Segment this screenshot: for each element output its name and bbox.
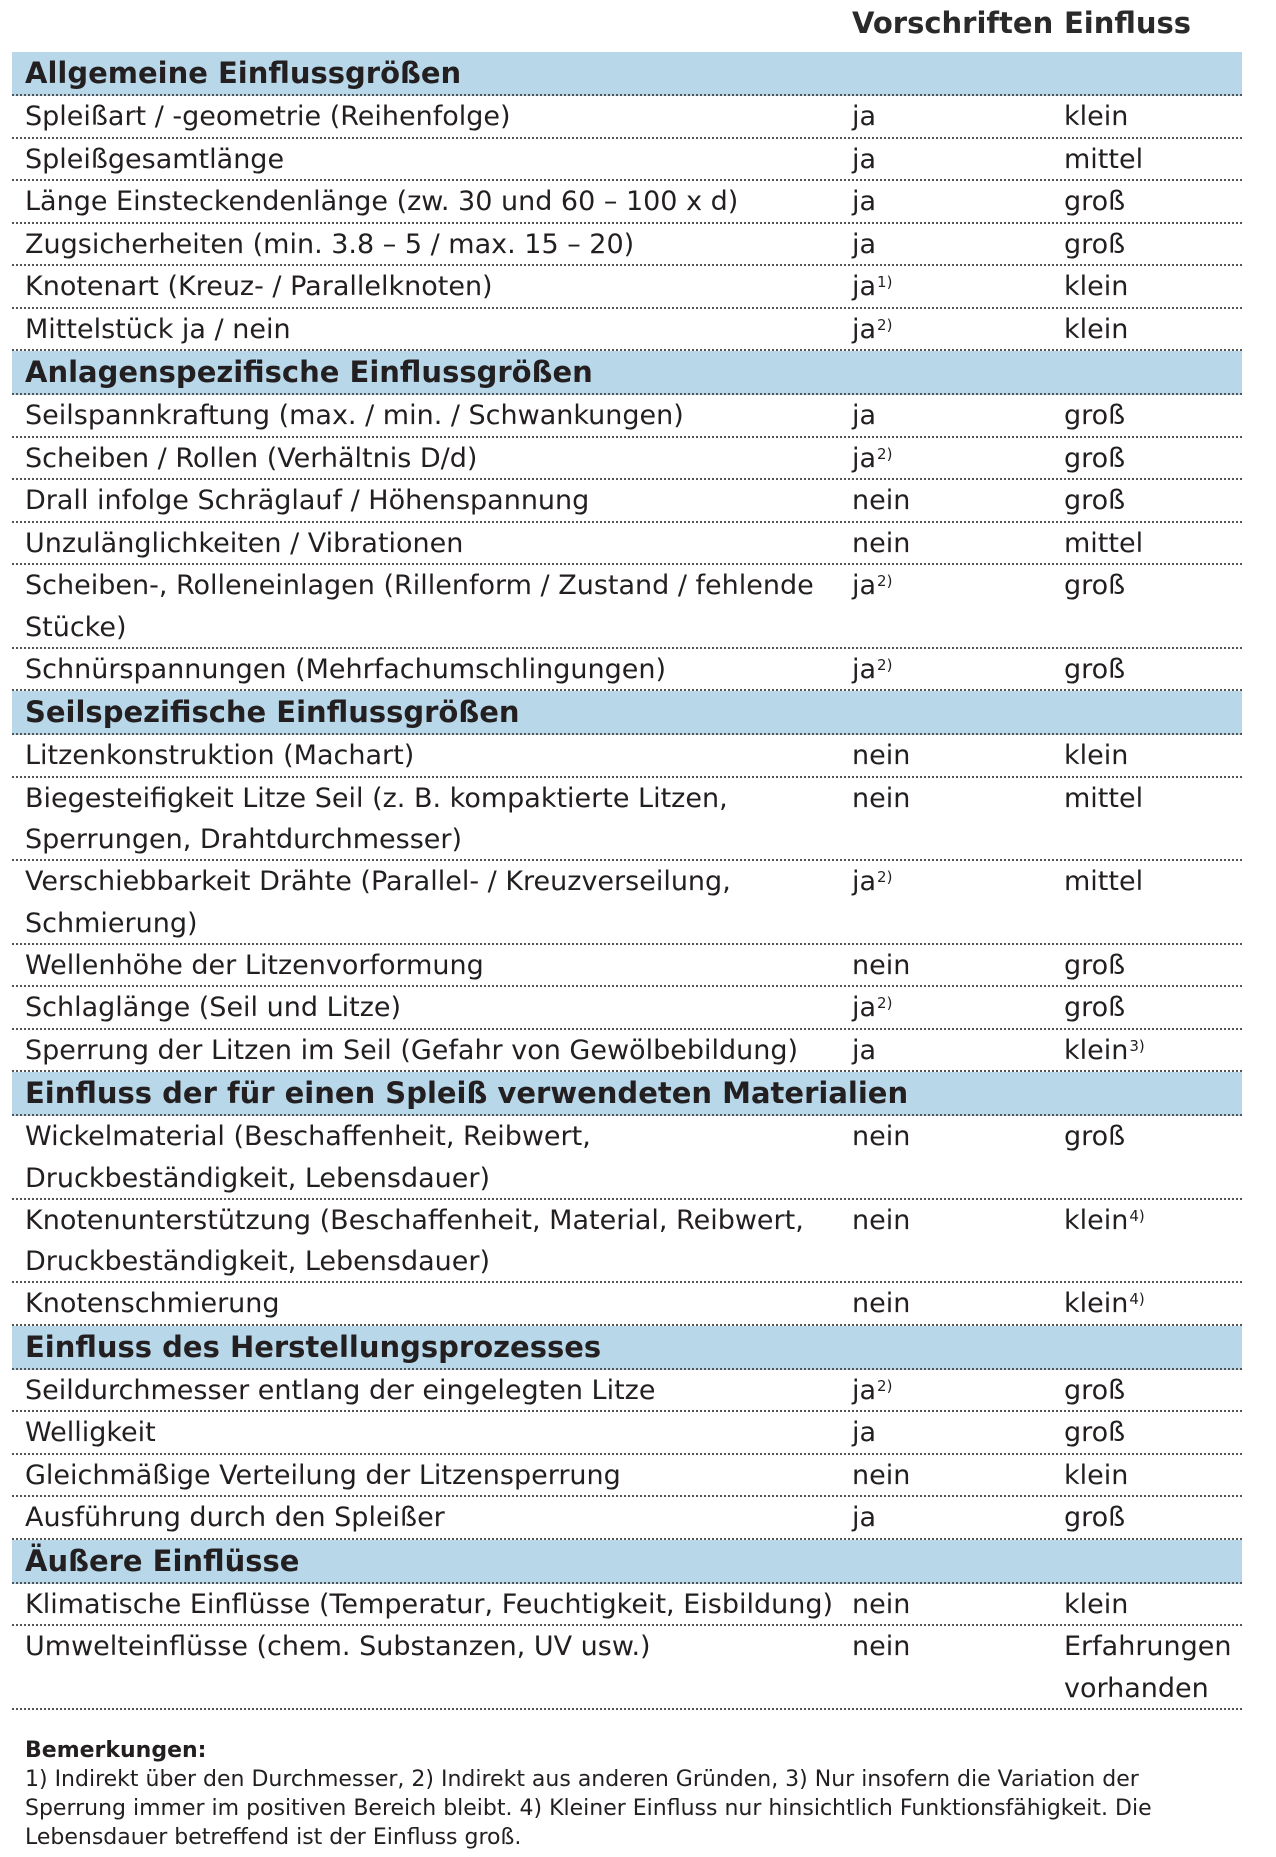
section-header: Anlagenspezifische Einflussgrößen xyxy=(12,351,1242,395)
table-row xyxy=(12,181,1242,224)
column-header-einfluss: Einfluss xyxy=(1064,6,1192,40)
influence-table xyxy=(12,0,1242,1852)
einfluss-value: groß xyxy=(1064,485,1126,516)
einfluss-cell xyxy=(1064,309,1128,351)
vorschrift-cell xyxy=(852,224,876,266)
einfluss-cell xyxy=(1064,649,1125,691)
vorschrift-cell xyxy=(852,1283,910,1325)
vorschrift-value: nein xyxy=(852,782,911,814)
footnote-marker: 2) xyxy=(877,655,893,674)
einfluss-value: klein xyxy=(1064,1034,1129,1066)
table-row xyxy=(12,309,1242,352)
einfluss-cell xyxy=(1064,1412,1125,1454)
vorschrift-cell xyxy=(852,139,876,181)
row-label: Klimatische Einflüsse (Temperatur, Feuchtigkeit, Eisbildung) xyxy=(25,1588,833,1620)
vorschrift-value: ja xyxy=(852,228,877,260)
row-label: Verschiebbarkeit Drähte (Parallel- / Kreuzverseilung, Schmierung) xyxy=(25,866,731,939)
row-label: Welligkeit xyxy=(25,1417,156,1448)
row-label: Gleichmäßige Verteilung der Litzensperrung xyxy=(25,1459,621,1491)
einfluss-value: groß xyxy=(1064,186,1126,217)
vorschrift-value: ja xyxy=(852,400,877,431)
vorschrift-cell xyxy=(852,1455,910,1497)
section-header: Äußere Einflüsse xyxy=(12,1540,1242,1584)
table-row xyxy=(12,139,1242,182)
vorschrift-value: nein xyxy=(852,740,911,771)
vorschrift-cell xyxy=(852,309,892,351)
einfluss-cell xyxy=(1064,1626,1232,1709)
vorschrift-value: nein xyxy=(852,527,911,559)
row-label: Seildurchmesser entlang der eingelegten Litze xyxy=(25,1374,656,1406)
vorschrift-value: ja xyxy=(852,101,877,132)
row-label: Seilspannkraftung (max. / min. / Schwankungen) xyxy=(25,400,684,431)
vorschrift-value: ja xyxy=(852,186,877,217)
section-header: Seilspezifische Einflussgrößen xyxy=(12,691,1242,735)
table-row xyxy=(12,266,1242,309)
table-row xyxy=(12,1116,1242,1200)
table-row xyxy=(12,1626,1242,1710)
row-label: Umwelteinflüsse (chem. Substanzen, UV usw.) xyxy=(25,1631,651,1662)
einfluss-cell xyxy=(1064,1455,1128,1497)
einfluss-value: klein xyxy=(1064,101,1129,132)
vorschrift-cell xyxy=(852,1626,910,1668)
vorschrift-cell xyxy=(852,266,892,308)
footnote-marker: 2) xyxy=(877,868,893,886)
vorschrift-value: ja xyxy=(852,442,877,474)
vorschrift-value: ja xyxy=(852,1374,877,1406)
section-header: Allgemeine Einflussgrößen xyxy=(12,52,1242,96)
table-row xyxy=(12,1497,1242,1540)
vorschrift-cell xyxy=(852,438,892,480)
footnote-marker: 4) xyxy=(1129,1206,1145,1225)
vorschrift-value: ja xyxy=(852,271,877,302)
vorschrift-cell xyxy=(852,181,876,223)
einfluss-cell xyxy=(1064,1030,1145,1072)
vorschrift-cell xyxy=(852,778,910,820)
vorschrift-value: nein xyxy=(852,1588,911,1620)
vorschrift-value: ja xyxy=(852,653,877,685)
einfluss-value: klein xyxy=(1064,1288,1129,1319)
einfluss-cell xyxy=(1064,1200,1145,1242)
einfluss-cell xyxy=(1064,945,1125,987)
row-label: Unzulänglichkeiten / Vibrationen xyxy=(25,527,464,559)
einfluss-value: groß xyxy=(1064,228,1126,260)
einfluss-cell xyxy=(1064,96,1128,138)
vorschrift-value: nein xyxy=(852,1288,911,1319)
row-label: Knotenart (Kreuz- / Parallelknoten) xyxy=(25,271,493,302)
einfluss-value: groß xyxy=(1064,1121,1126,1152)
row-label: Scheiben / Rollen (Verhältnis D/d) xyxy=(25,442,478,474)
vorschrift-cell xyxy=(852,649,892,691)
vorschrift-value: ja xyxy=(852,1502,877,1533)
row-label: Zugsicherheiten (min. 3.8 – 5 / max. 15 – 20) xyxy=(25,228,635,260)
vorschrift-value: nein xyxy=(852,1631,911,1662)
table-row xyxy=(12,987,1242,1030)
einfluss-cell xyxy=(1064,181,1125,223)
einfluss-value: mittel xyxy=(1064,866,1144,897)
row-label: Scheiben-, Rolleneinlagen (Rillenform / Zustand / fehlende Stücke) xyxy=(25,570,814,643)
table-body xyxy=(12,52,1242,1710)
einfluss-value: groß xyxy=(1064,992,1126,1023)
vorschrift-value: ja xyxy=(852,313,877,345)
table-row xyxy=(12,1584,1242,1627)
table-row xyxy=(12,523,1242,566)
vorschrift-value: nein xyxy=(852,1459,911,1491)
table-row xyxy=(12,945,1242,988)
vorschrift-value: ja xyxy=(852,866,877,897)
einfluss-value: mittel xyxy=(1064,143,1144,175)
vorschrift-cell xyxy=(852,1370,892,1412)
footnote-marker: 2) xyxy=(877,572,893,590)
einfluss-cell xyxy=(1064,480,1125,522)
row-label: Schlaglänge (Seil und Litze) xyxy=(25,992,402,1023)
vorschrift-value: ja xyxy=(852,570,877,601)
row-label: Sperrung der Litzen im Seil (Gefahr von Gewölbebildung) xyxy=(25,1034,798,1066)
row-label: Wickelmaterial (Beschaffenheit, Reibwert, Druckbeständigkeit, Lebensdauer) xyxy=(25,1121,591,1194)
table-row xyxy=(12,1030,1242,1073)
vorschrift-cell xyxy=(852,1412,876,1454)
remarks-title: Bemerkungen: xyxy=(25,1737,207,1763)
footnote-marker: 2) xyxy=(877,994,893,1012)
table-row xyxy=(12,1455,1242,1498)
vorschrift-cell xyxy=(852,945,910,987)
einfluss-cell xyxy=(1064,266,1128,308)
einfluss-cell xyxy=(1064,523,1143,565)
table-row xyxy=(12,480,1242,523)
row-label: Schnürspannungen (Mehrfachumschlingungen) xyxy=(25,653,667,685)
einfluss-cell xyxy=(1064,778,1143,820)
vorschrift-cell xyxy=(852,1584,910,1626)
einfluss-value: Erfahrungen vorhanden xyxy=(1064,1631,1232,1704)
table-row xyxy=(12,1283,1242,1326)
einfluss-value: mittel xyxy=(1064,527,1144,559)
einfluss-value: groß xyxy=(1064,400,1126,431)
row-label: Wellenhöhe der Litzenvorformung xyxy=(25,949,484,981)
einfluss-cell xyxy=(1064,1370,1125,1412)
row-label: Drall infolge Schräglauf / Höhenspannung xyxy=(25,485,590,516)
vorschrift-cell xyxy=(852,1116,910,1158)
einfluss-value: groß xyxy=(1064,1374,1126,1406)
einfluss-value: klein xyxy=(1064,1459,1129,1491)
einfluss-cell xyxy=(1064,139,1143,181)
table-row xyxy=(12,224,1242,267)
einfluss-value: groß xyxy=(1064,653,1126,685)
vorschrift-cell xyxy=(852,523,910,565)
row-label: Spleißgesamtlänge xyxy=(25,143,285,175)
vorschrift-value: ja xyxy=(852,1417,877,1448)
einfluss-value: klein xyxy=(1064,740,1129,771)
table-row xyxy=(12,395,1242,438)
row-label: Spleißart / -geometrie (Reihenfolge) xyxy=(25,101,511,132)
vorschrift-cell xyxy=(852,96,876,138)
einfluss-cell xyxy=(1064,861,1143,903)
footnote-marker: 2) xyxy=(877,444,893,463)
vorschrift-cell xyxy=(852,987,892,1029)
vorschrift-value: nein xyxy=(852,1121,911,1152)
table-row xyxy=(12,861,1242,945)
table-row xyxy=(12,1370,1242,1413)
table-row xyxy=(12,649,1242,692)
row-label: Knotenunterstützung (Beschaffenheit, Material, Reibwert, Druckbeständigkeit, Lebensdauer) xyxy=(25,1204,804,1277)
footnote-marker: 4) xyxy=(1129,1290,1145,1308)
vorschrift-value: ja xyxy=(852,143,877,175)
einfluss-value: klein xyxy=(1064,313,1129,345)
vorschrift-cell xyxy=(852,1200,910,1242)
einfluss-cell xyxy=(1064,1584,1128,1626)
vorschrift-cell xyxy=(852,1497,876,1539)
vorschrift-value: ja xyxy=(852,1034,877,1066)
row-label: Biegesteifigkeit Litze Seil (z. B. kompaktierte Litzen, Sperrungen, Drahtdurchmesser) xyxy=(25,782,728,855)
einfluss-value: klein xyxy=(1064,1588,1129,1620)
section-header: Einfluss des Herstellungsprozesses xyxy=(12,1326,1242,1370)
footnote-marker: 1) xyxy=(877,273,893,291)
column-header-row xyxy=(12,0,1242,52)
row-label: Länge Einsteckendenlänge (zw. 30 und 60 – 100 x d) xyxy=(25,186,739,217)
table-row xyxy=(12,1200,1242,1284)
einfluss-cell xyxy=(1064,1116,1125,1158)
remarks-text: 1) Indirekt über den Durchmesser, 2) Indirekt aus anderen Gründen, 3) Nur insofern die Variation der Sperrung immer im positiven Bereich bleibt. 4) Kleiner Einfluss nur hinsichtlich Funktionsfähigkeit. Die Lebensdauer betreffend ist der Einfluss groß. xyxy=(25,1766,1152,1850)
einfluss-value: groß xyxy=(1064,442,1126,474)
vorschrift-cell xyxy=(852,565,892,607)
einfluss-value: mittel xyxy=(1064,782,1144,814)
einfluss-cell xyxy=(1064,565,1125,607)
einfluss-value: klein xyxy=(1064,271,1129,302)
einfluss-cell xyxy=(1064,1497,1125,1539)
remarks xyxy=(12,1736,1235,1852)
footnote-marker: 2) xyxy=(877,1376,893,1395)
vorschrift-value: nein xyxy=(852,485,911,516)
vorschrift-cell xyxy=(852,1030,876,1072)
einfluss-cell xyxy=(1064,395,1125,437)
row-label: Ausführung durch den Spleißer xyxy=(25,1502,445,1533)
einfluss-cell xyxy=(1064,224,1125,266)
table-row xyxy=(12,778,1242,862)
table-row xyxy=(12,438,1242,481)
footnote-marker: 3) xyxy=(1129,1036,1145,1055)
row-label: Mittelstück ja / nein xyxy=(25,313,291,345)
vorschrift-cell xyxy=(852,480,910,522)
footnote-marker: 2) xyxy=(877,315,893,334)
einfluss-value: groß xyxy=(1064,570,1126,601)
vorschrift-value: nein xyxy=(852,949,911,981)
einfluss-value: groß xyxy=(1064,1417,1126,1448)
einfluss-cell xyxy=(1064,438,1125,480)
einfluss-cell xyxy=(1064,1283,1145,1325)
table-row xyxy=(12,96,1242,139)
vorschrift-cell xyxy=(852,395,876,437)
table-row xyxy=(12,735,1242,778)
vorschrift-cell xyxy=(852,861,892,903)
einfluss-cell xyxy=(1064,987,1125,1029)
einfluss-cell xyxy=(1064,735,1128,777)
vorschrift-value: nein xyxy=(852,1204,911,1236)
vorschrift-cell xyxy=(852,735,910,777)
row-label: Knotenschmierung xyxy=(25,1288,280,1319)
table-row xyxy=(12,565,1242,649)
column-header-vorschriften: Vorschriften xyxy=(852,6,1054,40)
einfluss-value: klein xyxy=(1064,1204,1129,1236)
section-header: Einfluss der für einen Spleiß verwendeten Materialien xyxy=(12,1072,1242,1116)
einfluss-value: groß xyxy=(1064,1502,1126,1533)
einfluss-value: groß xyxy=(1064,949,1126,981)
vorschrift-value: ja xyxy=(852,992,877,1023)
table-row xyxy=(12,1412,1242,1455)
row-label: Litzenkonstruktion (Machart) xyxy=(25,740,415,771)
